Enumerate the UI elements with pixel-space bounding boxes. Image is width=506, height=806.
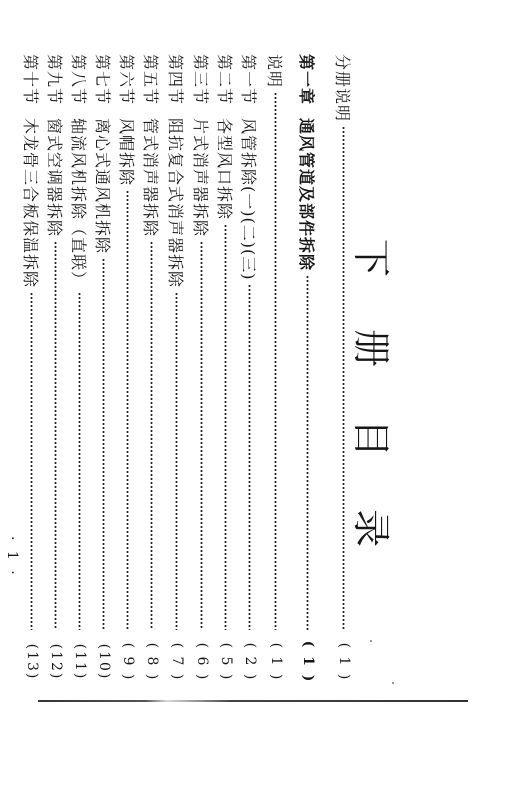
leader-dots (307, 275, 310, 630)
entry-page: ( 9 ) (120, 642, 136, 682)
toc-title: 下 册 目 录 (349, 238, 393, 568)
scan-speck (370, 640, 372, 642)
page-folio: · 1 · (4, 536, 20, 578)
entry-label: 离心式通风机拆除 (93, 118, 113, 255)
entry-section: 第四节 (166, 54, 186, 106)
entry-section: 第九节 (45, 54, 65, 106)
leader-dots (249, 284, 252, 630)
entry-label: 片式消声器拆除 (191, 118, 211, 238)
entry-label: 风帽拆除 (117, 118, 137, 187)
entry-page: ( 1 ) (336, 642, 352, 682)
entry-page: (12) (48, 643, 64, 681)
entry-label: 阻抗复合式消声器拆除 (166, 118, 186, 289)
entry-section: 第五节 (141, 54, 161, 106)
toc-entry (140, 54, 164, 690)
leader-dots (201, 241, 204, 630)
entry-page: ( 5 ) (218, 642, 234, 682)
entry-section: 第三节 (191, 54, 211, 106)
scan-speck (392, 682, 394, 684)
entry-label: 管式消声器拆除 (141, 118, 161, 238)
leader-dots (31, 292, 34, 630)
entry-section: 第十节 (21, 54, 41, 106)
entry-label: 各型风口拆除 (215, 118, 235, 221)
entry-label: 轴流风机拆除（直联） (69, 118, 89, 289)
toc-entry (20, 54, 44, 690)
toc-chapter (296, 54, 320, 690)
entry-section: 第六节 (117, 54, 137, 106)
entry-label: 通风管道及部件拆除 (297, 118, 317, 272)
leader-dots (79, 292, 82, 630)
toc-entry (116, 54, 140, 690)
page-edge-rule (38, 700, 468, 702)
entry-label: 分册说明 (333, 54, 353, 123)
leader-dots (176, 292, 179, 630)
entry-label: 窗式空调器拆除 (45, 118, 65, 238)
entry-page: (10) (96, 643, 112, 681)
entry-section: 第八节 (69, 54, 89, 106)
entry-section: 第一节 (239, 54, 259, 106)
entry-page: (13) (24, 643, 40, 681)
entry-label: 木龙骨三合板保温拆除 (21, 118, 41, 289)
leader-dots (103, 258, 106, 630)
toc-entry (264, 54, 288, 690)
leader-dots (151, 241, 154, 630)
entry-section: 第二节 (215, 54, 235, 106)
toc-entry (214, 54, 238, 690)
entry-page: ( 1 ) (300, 640, 316, 684)
toc-entry (92, 54, 116, 690)
leader-dots (343, 126, 346, 630)
entry-page: ( 2 ) (242, 642, 258, 682)
toc-entry (165, 54, 189, 690)
entry-page: ( 6 ) (194, 642, 210, 682)
toc-entry (68, 54, 92, 690)
entry-section: 第一章 (297, 54, 317, 106)
leader-dots (275, 92, 278, 630)
toc-entry (238, 54, 262, 690)
entry-label: 风管拆除(一)(二)(三) (239, 118, 259, 281)
leader-dots (225, 224, 228, 630)
toc-entry (44, 54, 68, 690)
entry-page: ( 1 ) (268, 642, 284, 682)
entry-page: (11) (72, 643, 88, 681)
leader-dots (55, 241, 58, 630)
toc-entry (190, 54, 214, 690)
leader-dots (127, 190, 130, 630)
entry-page: ( 8 ) (144, 642, 160, 682)
entry-label: 说明 (265, 54, 285, 89)
entry-page: ( 7 ) (169, 642, 185, 682)
entry-section: 第七节 (93, 54, 113, 106)
toc-entry (332, 54, 356, 690)
